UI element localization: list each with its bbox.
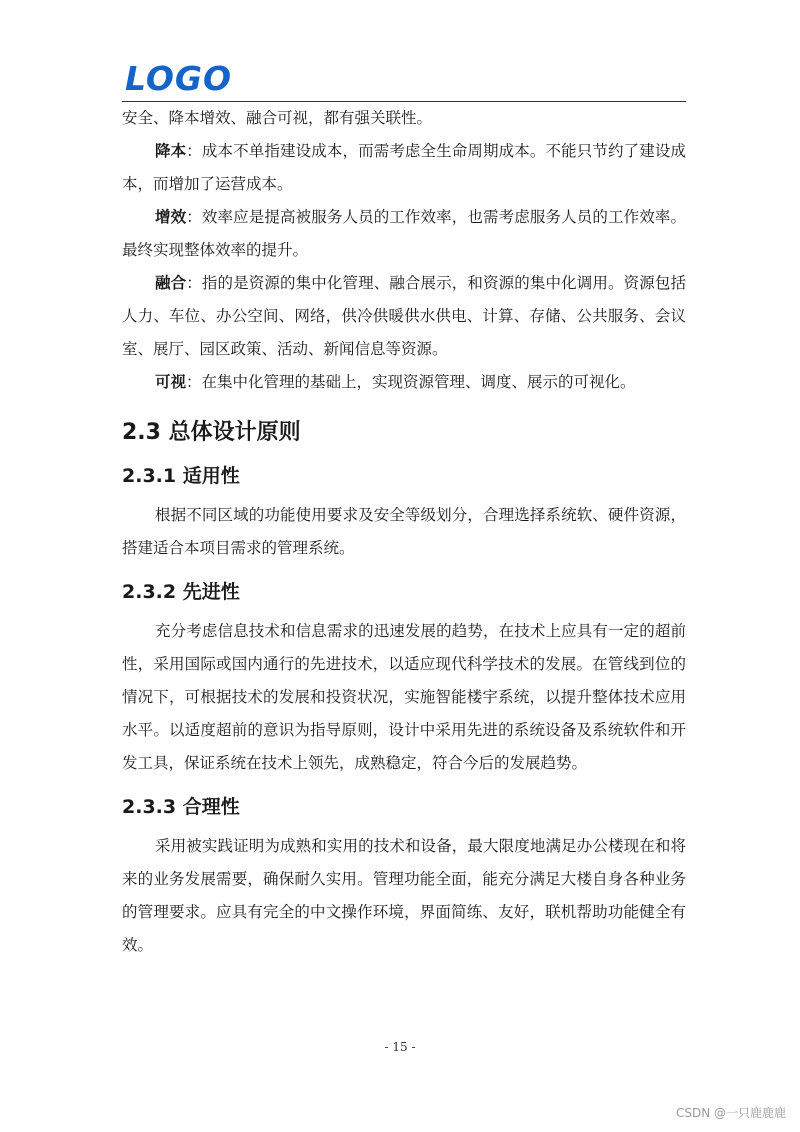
paragraph-continuation: 安全、降本增效、融合可视，都有强关联性。 — [122, 109, 433, 127]
csdn-watermark: CSDN @一只鹿鹿鹿 — [675, 1106, 786, 1120]
definition-keshi: ：在集中化管理的基础上，实现资源管理、调度、展示的可视化。 — [186, 373, 636, 391]
paragraph-zengxiao — [122, 201, 686, 267]
definition-zengxiao: ：效率应是提高被服务人员的工作效率，也需考虑服务人员的工作效率。最终实现整体效率的提升。 — [122, 208, 686, 259]
page-number: - 15 - — [384, 1040, 416, 1054]
paragraph-ronghe — [122, 267, 686, 366]
paragraph-2-3-2: 充分考虑信息技术和信息需求的迅速发展的趋势，在技术上应具有一定的超前性，采用国际或国内通行的先进技术，以适应现代科学技术的发展。在管线到位的情况下，可根据技术的发展和投资状况，实施智能楼宇系统，以提升整体技术应用水平。以适度超前的意识为指导原则，设计中采用先进的系统设备及系统软件和开发工具，保证系统在技术上领先，成熟稳定，符合今后的发展趋势。 — [122, 622, 686, 772]
section-heading-2-3-3: 2.3.3 合理性 — [122, 796, 240, 818]
paragraph-keshi — [122, 366, 686, 399]
paragraph-jiangben — [122, 135, 686, 201]
document-body — [122, 102, 686, 962]
term-keshi: 可视 — [155, 373, 187, 391]
term-jiangben: 降本 — [155, 142, 187, 160]
section-heading-2-3-2: 2.3.2 先进性 — [122, 581, 240, 603]
section-heading-2-3-1: 2.3.1 适用性 — [122, 465, 240, 487]
paragraph-2-3-3: 采用被实践证明为成熟和实用的技术和设备，最大限度地满足办公楼现在和将来的业务发展需要，确保耐久实用。管理功能全面，能充分满足大楼自身各种业务的管理要求。应具有完全的中文操作环境，界面简练、友好，联机帮助功能健全有效。 — [122, 837, 686, 954]
term-zengxiao: 增效 — [155, 208, 187, 226]
definition-ronghe: ：指的是资源的集中化管理、融合展示，和资源的集中化调用。资源包括人力、车位、办公空间、网络，供冷供暖供水供电、计算、存储、公共服务、会议室、展厅、园区政策、活动、新闻信息等资源。 — [122, 274, 686, 358]
logo: LOGO — [125, 59, 233, 98]
term-ronghe: 融合 — [155, 274, 187, 292]
section-heading-2-3: 2.3 总体设计原则 — [122, 420, 301, 445]
paragraph-2-3-1: 根据不同区域的功能使用要求及安全等级划分，合理选择系统软、硬件资源，搭建适合本项目需求的管理系统。 — [122, 506, 686, 557]
definition-jiangben: ：成本不单指建设成本，而需考虑全生命周期成本。不能只节约了建设成本，而增加了运营成本。 — [122, 142, 686, 193]
